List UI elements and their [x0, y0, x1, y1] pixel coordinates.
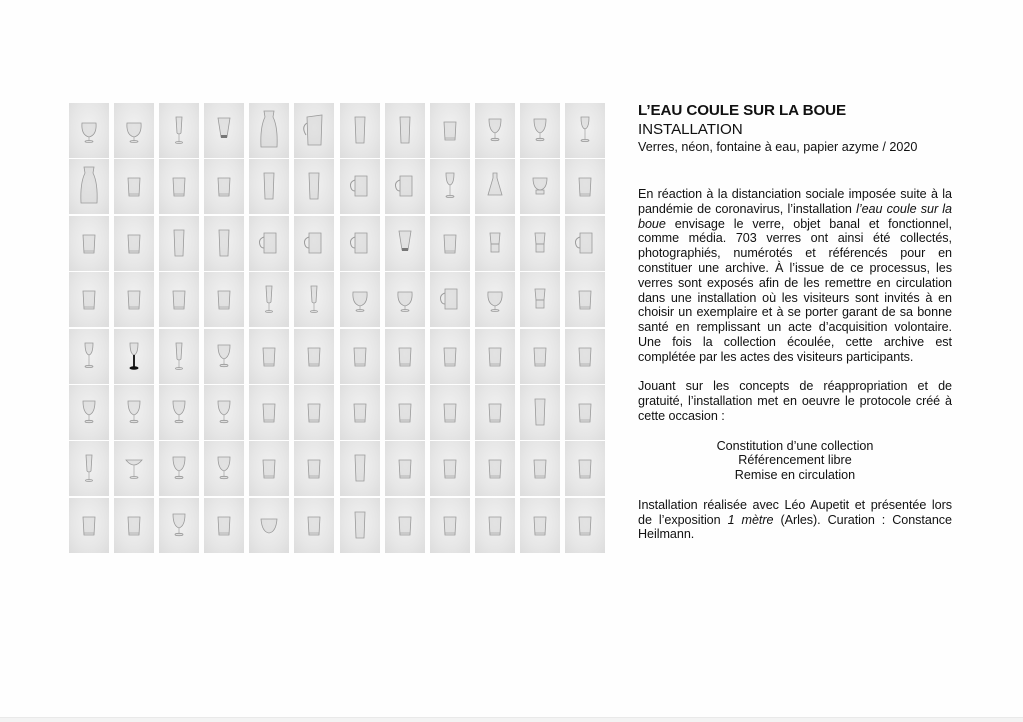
glass-photo	[69, 103, 109, 158]
glass-illustration	[340, 272, 380, 327]
glass-photo	[159, 272, 199, 327]
glass-photo	[249, 329, 289, 384]
glass-photo	[565, 385, 605, 440]
glass-photo	[159, 498, 199, 553]
glass-illustration	[159, 498, 199, 553]
glass-illustration	[565, 159, 605, 214]
glass-photo	[249, 385, 289, 440]
glass-photo	[430, 103, 470, 158]
glass-illustration	[249, 272, 289, 327]
glass-illustration	[565, 498, 605, 553]
glass-photo	[430, 441, 470, 496]
glass-photo	[294, 159, 334, 214]
glass-photo	[159, 441, 199, 496]
glass-photo	[430, 159, 470, 214]
glass-photo	[159, 159, 199, 214]
glass-illustration	[340, 103, 380, 158]
glass-photo	[204, 216, 244, 271]
paragraph-1-italic-title: l’eau coule sur la boue	[638, 201, 953, 231]
glass-illustration	[69, 329, 109, 384]
glass-illustration	[69, 216, 109, 271]
glass-photo	[114, 385, 154, 440]
glass-illustration	[69, 385, 109, 440]
glass-photo	[520, 103, 560, 158]
glass-illustration	[69, 272, 109, 327]
glass-photo	[249, 272, 289, 327]
glass-illustration	[114, 385, 154, 440]
glass-photo	[69, 329, 109, 384]
work-materials: Verres, néon, fontaine à eau, papier azyme / 2020	[638, 140, 918, 154]
glass-photo	[430, 329, 470, 384]
glass-illustration	[249, 441, 289, 496]
glass-illustration	[294, 159, 334, 214]
glass-photo	[565, 441, 605, 496]
glass-photo	[114, 103, 154, 158]
protocol-step: Constitution d’une collection	[716, 438, 874, 453]
glass-illustration	[475, 159, 515, 214]
glass-photo	[385, 385, 425, 440]
glass-photo	[475, 329, 515, 384]
glass-photo	[69, 441, 109, 496]
page-bottom-edge	[0, 717, 1023, 722]
glass-illustration	[385, 385, 425, 440]
glass-photo	[294, 385, 334, 440]
glass-photo	[249, 103, 289, 158]
protocol-list	[638, 439, 952, 483]
glass-illustration	[475, 103, 515, 158]
glass-photo	[385, 272, 425, 327]
glass-illustration	[430, 272, 470, 327]
glass-photo	[340, 329, 380, 384]
paragraph-3-text-a: Installation réalisée avec Léo Aupetit et présentée lors de l’exposition	[638, 497, 952, 527]
glass-photo	[385, 329, 425, 384]
glass-photo	[565, 498, 605, 553]
glass-photo	[204, 329, 244, 384]
glass-illustration	[430, 216, 470, 271]
glass-illustration	[385, 103, 425, 158]
glass-photo	[294, 329, 334, 384]
glass-photo	[294, 103, 334, 158]
glass-photo	[520, 498, 560, 553]
glass-photo	[69, 159, 109, 214]
protocol-step: Référencement libre	[738, 453, 852, 468]
glass-photo	[340, 103, 380, 158]
glass-illustration	[204, 441, 244, 496]
glass-photo	[520, 159, 560, 214]
glass-illustration	[565, 329, 605, 384]
glass-illustration	[249, 103, 289, 158]
glass-photo	[294, 216, 334, 271]
glass-illustration	[475, 498, 515, 553]
glass-illustration	[249, 385, 289, 440]
glass-photo	[294, 498, 334, 553]
glass-illustration	[430, 498, 470, 553]
glass-illustration	[340, 441, 380, 496]
glass-photo	[520, 385, 560, 440]
glass-illustration	[520, 329, 560, 384]
glass-photo	[204, 159, 244, 214]
glass-photo	[69, 385, 109, 440]
glass-photo	[159, 103, 199, 158]
glass-illustration	[475, 441, 515, 496]
glass-photo	[385, 498, 425, 553]
glass-photo	[114, 159, 154, 214]
glass-illustration	[69, 498, 109, 553]
glass-illustration	[475, 329, 515, 384]
glass-illustration	[204, 159, 244, 214]
glass-photo	[249, 441, 289, 496]
glass-illustration	[249, 329, 289, 384]
glass-illustration	[430, 103, 470, 158]
glass-photo	[565, 272, 605, 327]
glass-illustration	[520, 272, 560, 327]
glass-illustration	[114, 159, 154, 214]
glass-photo	[385, 159, 425, 214]
glass-illustration	[430, 441, 470, 496]
glass-illustration	[294, 272, 334, 327]
paragraph-3-italic-exhibition: 1 mètre	[727, 512, 774, 527]
glass-photo	[430, 272, 470, 327]
glass-illustration	[249, 159, 289, 214]
glass-illustration	[294, 103, 334, 158]
glass-illustration	[520, 498, 560, 553]
glass-illustration	[294, 329, 334, 384]
glass-illustration	[520, 159, 560, 214]
glass-photo	[69, 272, 109, 327]
glass-illustration	[159, 272, 199, 327]
glass-illustration	[159, 385, 199, 440]
glass-illustration	[520, 216, 560, 271]
glass-photo	[475, 272, 515, 327]
glass-photo	[385, 441, 425, 496]
glass-illustration	[69, 159, 109, 214]
glass-illustration	[385, 159, 425, 214]
glass-photo	[159, 329, 199, 384]
glass-illustration	[565, 385, 605, 440]
glass-photo	[114, 441, 154, 496]
paragraph-3-text-b: (Arles). Curation : Constance Heilmann.	[638, 512, 952, 542]
glass-photo	[520, 329, 560, 384]
glass-photo	[385, 103, 425, 158]
glass-photo	[565, 159, 605, 214]
glass-photo	[475, 441, 515, 496]
glass-illustration	[204, 103, 244, 158]
glass-illustration	[475, 385, 515, 440]
glass-illustration	[385, 498, 425, 553]
glass-photo	[69, 498, 109, 553]
glass-illustration	[69, 103, 109, 158]
glass-illustration	[159, 103, 199, 158]
glass-photo-grid	[69, 103, 605, 555]
glass-illustration	[340, 329, 380, 384]
glass-photo	[249, 159, 289, 214]
glass-photo	[114, 272, 154, 327]
glass-photo	[204, 385, 244, 440]
glass-illustration	[475, 216, 515, 271]
glass-photo	[294, 272, 334, 327]
paragraph-1-text-a: En réaction à la distanciation sociale imposée suite à la pandémie de coronavirus, l’installation	[638, 187, 952, 216]
glass-photo	[249, 216, 289, 271]
glass-photo	[204, 441, 244, 496]
glass-photo	[340, 272, 380, 327]
glass-illustration	[114, 498, 154, 553]
glass-photo	[340, 441, 380, 496]
glass-illustration	[565, 103, 605, 158]
glass-photo	[114, 329, 154, 384]
glass-photo	[340, 498, 380, 553]
glass-illustration	[114, 329, 154, 384]
glass-photo	[430, 216, 470, 271]
glass-illustration	[204, 272, 244, 327]
work-category: INSTALLATION	[638, 121, 743, 138]
glass-illustration	[430, 329, 470, 384]
glass-photo	[204, 103, 244, 158]
glass-illustration	[159, 216, 199, 271]
glass-photo	[114, 216, 154, 271]
glass-illustration	[204, 498, 244, 553]
paragraph-1-text-b: envisage le verre, objet banal et fonctionnel, comme média. 703 verres ont ainsi été collectés, photographiés, numérotés et référencés pour en constituer une archive. À l’issue de ce processus, les verres sont exposés afin de les remettre en circulation dans une installation où les visiteurs sont invités à en choisir un exemplaire et à se porter garant de sa bonne santé en remplissant un acte d’acquisition volontaire. Une fois la collection écoulée, cette archive est complétée par les actes des visiteurs participants.	[638, 216, 952, 364]
glass-illustration	[520, 441, 560, 496]
glass-photo	[249, 498, 289, 553]
glass-illustration	[204, 216, 244, 271]
glass-illustration	[294, 385, 334, 440]
glass-photo	[475, 159, 515, 214]
glass-photo	[565, 216, 605, 271]
glass-illustration	[249, 498, 289, 553]
glass-illustration	[159, 441, 199, 496]
glass-illustration	[114, 216, 154, 271]
glass-illustration	[385, 441, 425, 496]
description-paragraph-3	[638, 498, 952, 542]
glass-photo	[520, 441, 560, 496]
glass-photo	[475, 385, 515, 440]
glass-photo	[565, 329, 605, 384]
glass-photo	[475, 103, 515, 158]
glass-illustration	[204, 329, 244, 384]
glass-illustration	[340, 498, 380, 553]
glass-illustration	[69, 441, 109, 496]
glass-photo	[340, 385, 380, 440]
description-paragraph-2: Jouant sur les concepts de réappropriation et de gratuité, l’installation met en oeuvre le protocole créé à cette occasion :	[638, 379, 952, 423]
glass-illustration	[249, 216, 289, 271]
glass-illustration	[565, 216, 605, 271]
glass-photo	[294, 441, 334, 496]
glass-photo	[520, 216, 560, 271]
description-paragraph-1	[638, 187, 952, 365]
glass-illustration	[159, 159, 199, 214]
glass-photo	[114, 498, 154, 553]
work-title: L’EAU COULE SUR LA BOUE	[638, 102, 847, 119]
glass-photo	[69, 216, 109, 271]
glass-illustration	[340, 216, 380, 271]
glass-illustration	[159, 329, 199, 384]
glass-photo	[159, 216, 199, 271]
glass-illustration	[294, 498, 334, 553]
glass-illustration	[475, 272, 515, 327]
glass-photo	[430, 385, 470, 440]
glass-illustration	[385, 272, 425, 327]
glass-photo	[475, 216, 515, 271]
glass-illustration	[385, 329, 425, 384]
glass-illustration	[520, 103, 560, 158]
glass-illustration	[114, 272, 154, 327]
glass-photo	[385, 216, 425, 271]
glass-illustration	[520, 385, 560, 440]
glass-illustration	[340, 385, 380, 440]
glass-photo	[159, 385, 199, 440]
glass-illustration	[430, 159, 470, 214]
glass-illustration	[340, 159, 380, 214]
glass-photo	[520, 272, 560, 327]
glass-illustration	[430, 385, 470, 440]
glass-photo	[430, 498, 470, 553]
glass-illustration	[565, 272, 605, 327]
glass-photo	[204, 272, 244, 327]
protocol-step: Remise en circulation	[734, 468, 856, 483]
glass-photo	[340, 159, 380, 214]
glass-illustration	[385, 216, 425, 271]
glass-photo	[565, 103, 605, 158]
glass-photo	[340, 216, 380, 271]
glass-photo	[475, 498, 515, 553]
text-column	[638, 101, 952, 542]
glass-illustration	[204, 385, 244, 440]
glass-illustration	[294, 441, 334, 496]
glass-photo	[204, 498, 244, 553]
glass-illustration	[294, 216, 334, 271]
glass-illustration	[565, 441, 605, 496]
glass-illustration	[114, 103, 154, 158]
glass-illustration	[114, 441, 154, 496]
